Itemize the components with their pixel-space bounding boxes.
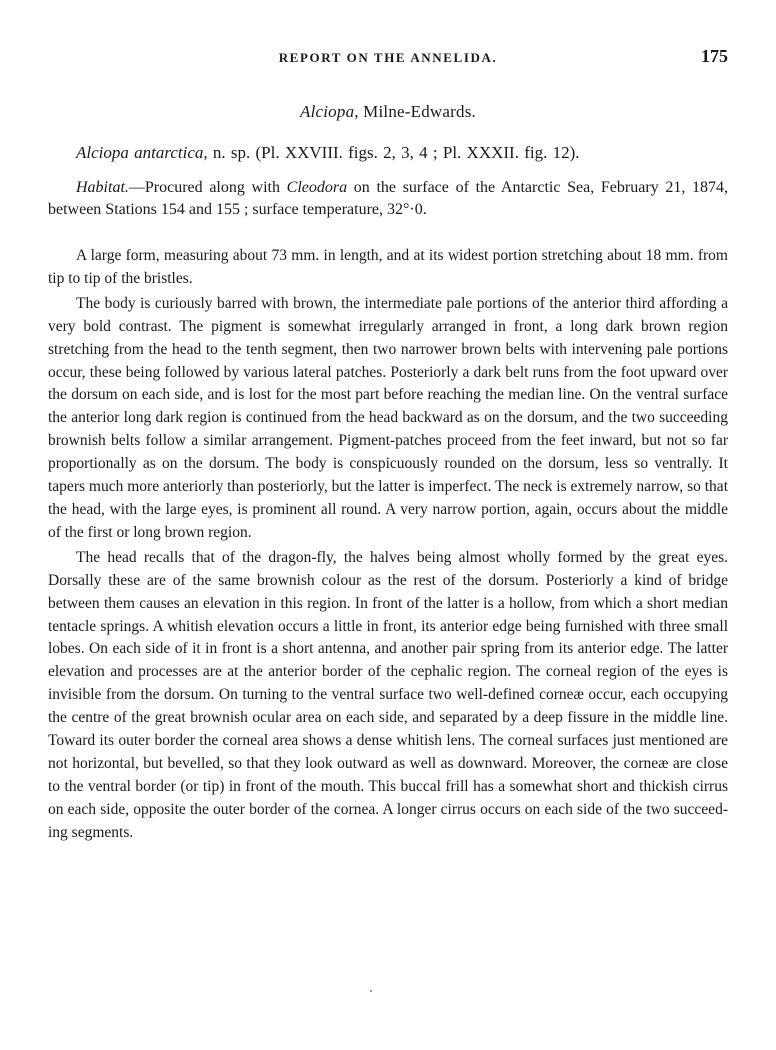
page-number: 175 <box>701 46 728 66</box>
habitat-paragraph <box>48 177 728 221</box>
running-head <box>48 40 728 70</box>
species-name: Alciopa antarctica <box>76 143 204 162</box>
habitat-text-b: on the surface of the Antarctic Sea, February 21, 1874, between Stations 154 and 155 ; surface temperature, 32°·0. <box>48 179 729 218</box>
page <box>48 40 728 845</box>
paragraph-size: A large form, measuring about 73 mm. in length, and at its widest portion stretching about 18 mm. from tip to tip of the bristles. <box>48 247 728 287</box>
print-speck <box>370 990 372 992</box>
running-title: REPORT ON THE ANNELIDA. <box>278 50 498 65</box>
habitat-organism: Cleodora <box>286 179 348 196</box>
genus-authority: , Milne-Edwards. <box>354 102 476 121</box>
habitat-dash: — <box>128 179 145 196</box>
description-body <box>48 245 728 845</box>
habitat-text-a: Procured along with <box>144 179 287 196</box>
paragraph-head: The head recalls that of the dragon-fly, the halves being almost wholly formed by the great eyes. Dorsally these are of the same brownish colour as the rest of the dorsum. Posteriorly a kind of bridge between them causes an elevation in this region. In front of the latter is a hollow, from which a short median tentacle springs. A whitish elevation occurs a little in front, its anterior edge being furnished with three small lobes. On each side of it in front is a short antenna, and another pair spring from its anterior edge. The latter elevation and processes are at the anterior border of the cephalic region. The corneal region of the eyes is invisible from the dorsum. On turning to the ventral surface two well-defined corneæ occur, each occupying the centre of the great brownish ocular area on each side, and separated by a deep fissure in the middle line. Toward its outer border the corneal area shows a dense whitish lens. The corneal surfaces just mentioned are not horizontal, but bevelled, so that they look outward as well as downward. Moreover, the corneæ are close to the ventral border (or tip) in front of the mouth. This buccal frill has a somewhat short and thickish cirrus on each side, opposite the outer border of the cornea. A longer cirrus occurs on each side of the two succeeding segments. <box>48 548 728 841</box>
habitat-label: Habitat. <box>76 179 129 196</box>
species-heading <box>48 143 728 163</box>
species-details: , n. sp. (Pl. XXVIII. figs. 2, 3, 4 ; Pl. XXXII. fig. 12). <box>203 143 580 162</box>
genus-name: Alciopa <box>300 102 355 121</box>
paragraph-body-coloration: The body is curiously barred with brown, the intermediate pale portions of the anterior third affording a very bold contrast. The pigment is somewhat irregularly arranged in front, a long dark brown region stretching from the head to the tenth segment, then two narrower brown belts with intervening pale portions occur, these being followed by various lateral patches. Posteriorly a dark belt runs from the foot upward over the dorsum on each side, and is lost for the most part before reaching the median line. On the ventral surface the anterior long dark region is continued from the head backward as on the dorsum, and the two succeeding brownish belts follow a similar arrangement. Pigment-patches proceed from the feet inward, but not so far proportionally as on the dorsum. The body is conspicuously rounded on the dorsum, less so ventrally. It tapers much more anteriorly than posteriorly, but the latter is imperfect. The neck is extremely narrow, so that the head, with the large eyes, is prominent all round. A very narrow portion, again, occurs about the middle of the first or long brown region. <box>48 294 728 541</box>
genus-heading <box>48 102 728 122</box>
